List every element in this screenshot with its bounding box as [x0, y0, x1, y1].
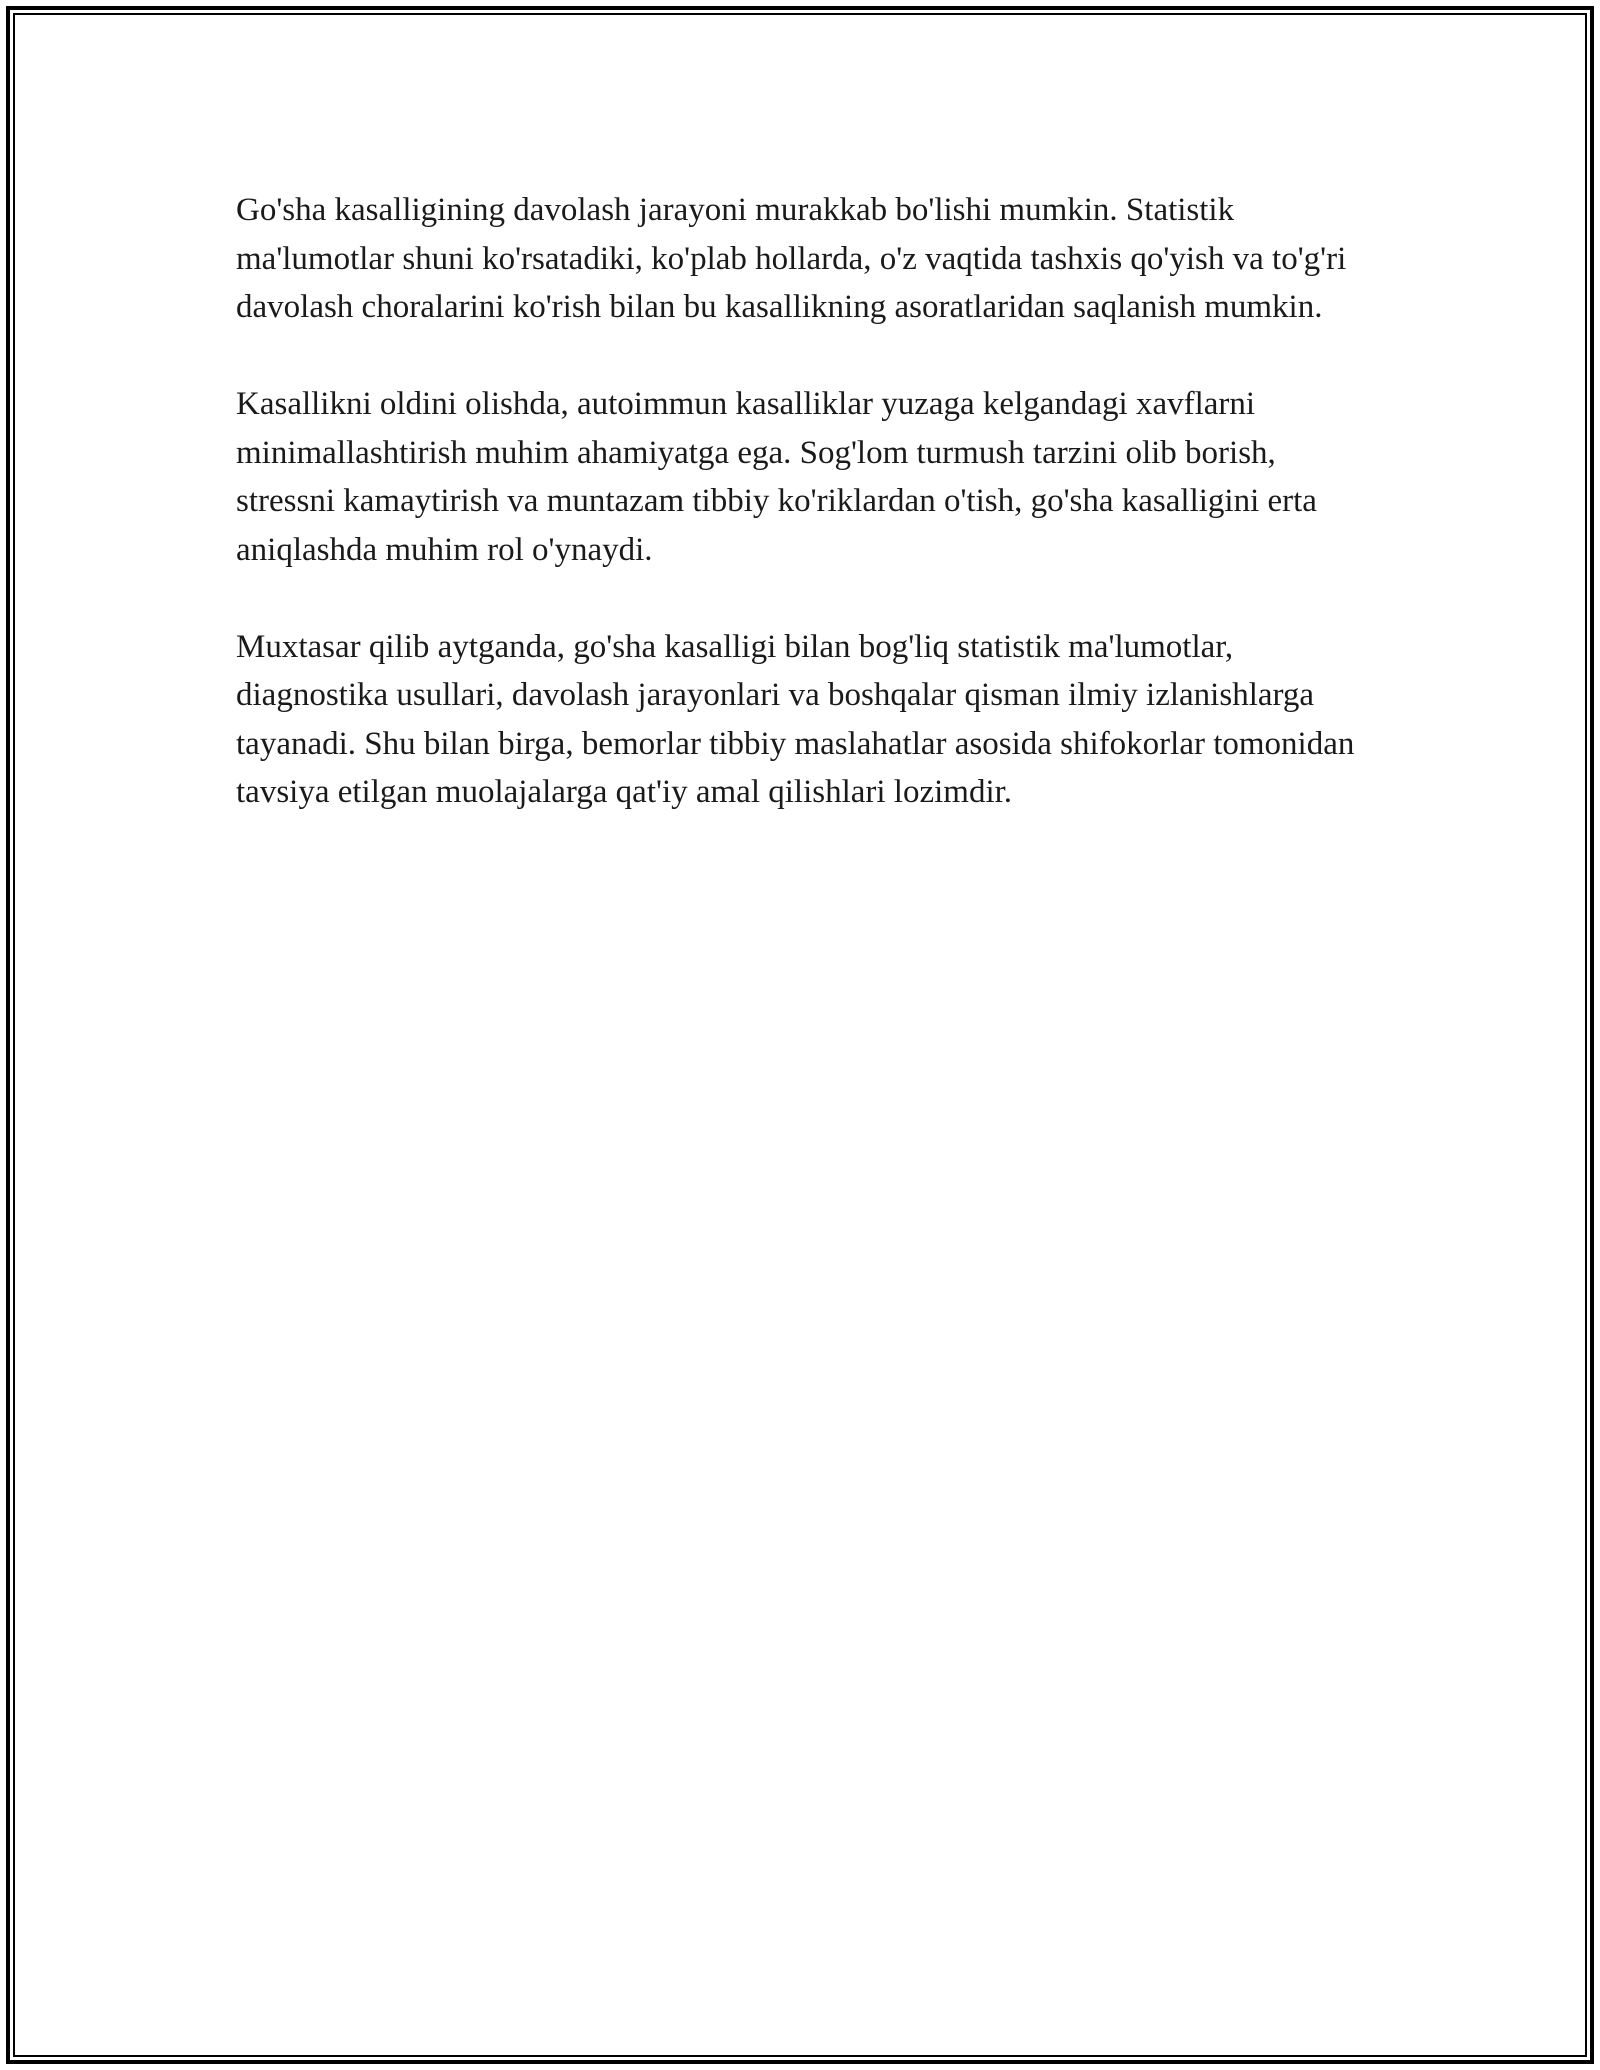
paragraph-2: Kasallikni oldini olishda, autoimmun kasalliklar yuzaga kelgandagi xavflarni minimallashtirish muhim ahamiyatga ega. Sog'lom turmush tarzini olib borish, stressni kamaytirish va muntazam tibbiy ko'riklardan o'tish, go'sha kasalligini erta aniqlashda muhim rol o'ynaydi.	[236, 386, 1317, 568]
paragraph-3: Muxtasar qilib aytganda, go'sha kasalligi bilan bog'liq statistik ma'lumotlar, diagnostika usullari, davolash jarayonlari va boshqalar qisman ilmiy izlanishlarga tayanadi. Shu bilan birga, bemorlar tibbiy maslahatlar asosida shifokorlar tomonidan tavsiya etilgan muolajalarga qat'iy amal qilishlari lozimdir.	[236, 628, 1355, 810]
paragraph-1: Go'sha kasalligining davolash jarayoni murakkab bo'lishi mumkin. Statistik ma'lumotlar shuni ko'rsatadiki, ko'plab hollarda, o'z vaqtida tashxis qo'yish va to'g'ri davolash choralarini ko'rish bilan bu kasallikning asoratlaridan saqlanish mumkin.	[236, 192, 1347, 325]
document-body	[236, 186, 1366, 865]
